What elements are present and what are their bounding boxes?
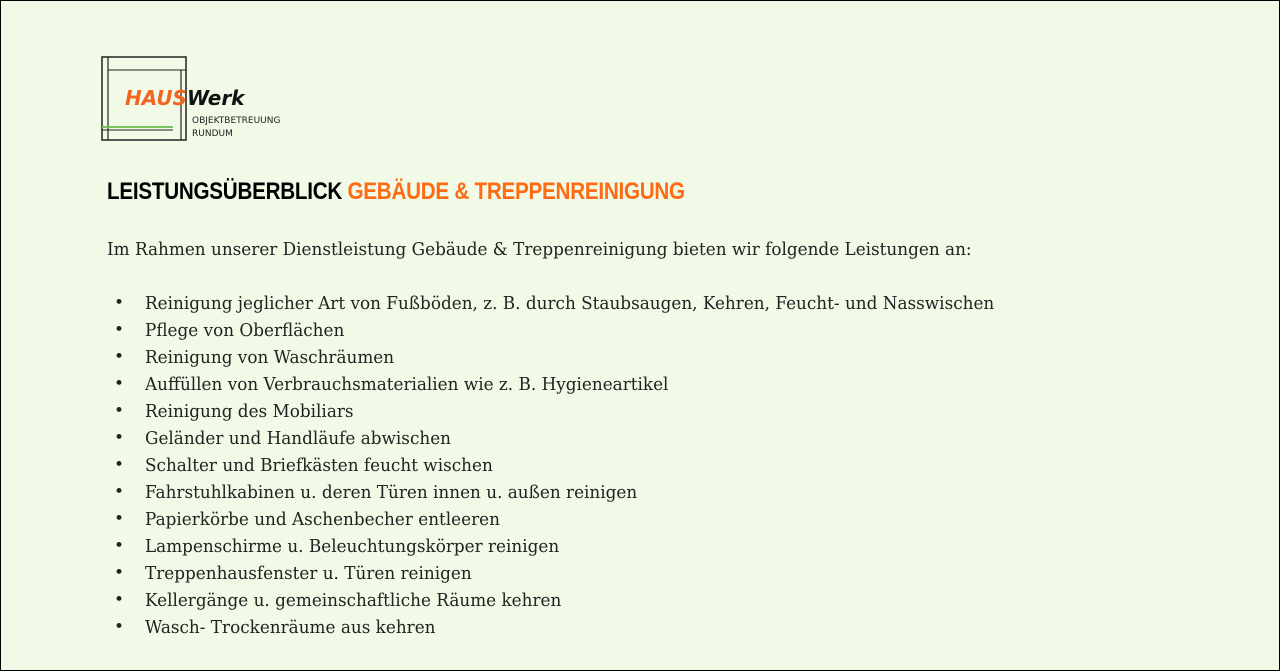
bullet-icon: • <box>114 536 125 556</box>
service-item-text: Kellergänge u. gemeinschaftliche Räume kehren <box>145 590 562 611</box>
page-title-part2: GEBÄUDE & TREPPENREINIGUNG <box>347 178 685 205</box>
bullet-icon: • <box>114 509 125 529</box>
page-title-part1: LEISTUNGSÜBERBLICK <box>107 178 343 205</box>
hauswerk-logo[interactable] <box>101 56 321 146</box>
bullet-icon: • <box>114 590 125 610</box>
logo-subtitle-line1: OBJEKTBETREUUNG <box>192 116 281 126</box>
service-item-text: Papierkörbe und Aschenbecher entleeren <box>145 509 500 530</box>
service-item-text: Reinigung von Waschräumen <box>145 347 395 368</box>
bullet-icon: • <box>114 482 125 502</box>
service-item-text: Reinigung des Mobiliars <box>145 401 354 422</box>
service-item-text: Schalter und Briefkästen feucht wischen <box>145 455 493 476</box>
logo-wordmark <box>125 86 244 110</box>
service-item-text: Reinigung jeglicher Art von Fußböden, z. B. durch Staubsaugen, Kehren, Feucht- und Nasswischen <box>145 293 995 314</box>
bullet-icon: • <box>114 374 125 394</box>
bullet-icon: • <box>114 320 125 340</box>
bullet-icon: • <box>114 293 125 313</box>
service-item-text: Auffüllen von Verbrauchsmaterialien wie z. B. Hygieneartikel <box>145 374 669 395</box>
logo-subtitle-line2: RUNDUM <box>192 129 233 139</box>
bullet-icon: • <box>114 428 125 448</box>
service-item-text: Geländer und Handläufe abwischen <box>145 428 452 449</box>
service-item-text: Fahrstuhlkabinen u. deren Türen innen u. außen reinigen <box>145 482 638 503</box>
bullet-icon: • <box>114 455 125 475</box>
intro-text: Im Rahmen unserer Dienstleistung Gebäude & Treppenreinigung bieten wir folgende Leistungen an: <box>107 239 972 260</box>
logo-haus-text: HAUS <box>125 86 187 110</box>
bullet-icon: • <box>114 563 125 583</box>
service-item-text: Wasch- Trockenräume aus kehren <box>145 617 436 638</box>
bullet-icon: • <box>114 617 125 637</box>
service-item-text: Lampenschirme u. Beleuchtungskörper reinigen <box>145 536 560 557</box>
service-item-text: Pflege von Oberflächen <box>145 320 345 341</box>
logo-werk-text: Werk <box>186 86 245 110</box>
bullet-icon: • <box>114 347 125 367</box>
page-title <box>107 177 685 207</box>
bullet-icon: • <box>114 401 125 421</box>
service-item-text: Treppenhausfenster u. Türen reinigen <box>145 563 472 584</box>
